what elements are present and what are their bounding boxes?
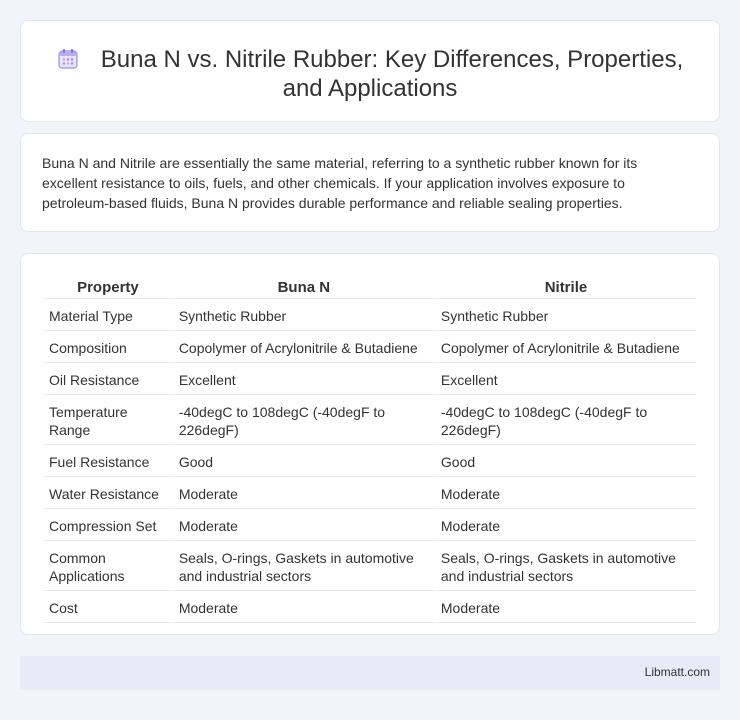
- header-property: Property: [44, 274, 172, 299]
- cell-property: Cost: [44, 591, 172, 623]
- header-buna-n: Buna N: [174, 274, 434, 299]
- cell-property: Material Type: [44, 299, 172, 331]
- cell-nitrile: Moderate: [436, 477, 696, 509]
- cell-buna-n: Copolymer of Acrylonitrile & Butadiene: [174, 331, 434, 363]
- cell-buna-n: Good: [174, 445, 434, 477]
- page-title: Buna N vs. Nitrile Rubber: Key Differences, Properties, and Applications: [100, 46, 684, 102]
- cell-buna-n: Moderate: [174, 509, 434, 541]
- cell-nitrile: Moderate: [436, 591, 696, 623]
- cell-nitrile: Synthetic Rubber: [436, 299, 696, 331]
- cell-nitrile: Moderate: [436, 509, 696, 541]
- cell-property: Temperature Range: [44, 395, 172, 445]
- table-row: [44, 331, 696, 363]
- intro-paragraph: Buna N and Nitrile are essentially the same material, referring to a synthetic rubber known for its excellent resistance to oils, fuels, and other chemicals. If your application involves exposure to petroleum-based fluids, Buna N provides durable performance and reliable sealing properties.: [42, 155, 638, 211]
- page-title-wrap: [21, 45, 719, 103]
- table-row: [44, 591, 696, 623]
- cell-property: Fuel Resistance: [44, 445, 172, 477]
- table-row: [44, 299, 696, 331]
- cell-nitrile: Excellent: [436, 363, 696, 395]
- cell-buna-n: -40degC to 108degC (-40degF to 226degF): [174, 395, 434, 445]
- cell-buna-n: Synthetic Rubber: [174, 299, 434, 331]
- cell-buna-n: Seals, O-rings, Gaskets in automotive and industrial sectors: [174, 541, 434, 591]
- title-card: [20, 20, 720, 122]
- calendar-icon: [57, 48, 79, 70]
- table-row: [44, 395, 696, 445]
- intro-card: [20, 133, 720, 232]
- footer-bar: [20, 656, 720, 690]
- cell-property: Oil Resistance: [44, 363, 172, 395]
- header-nitrile: Nitrile: [436, 274, 696, 299]
- footer-site-link[interactable]: Libmatt.com: [644, 665, 710, 679]
- table-header-row: [44, 274, 696, 299]
- cell-nitrile: Seals, O-rings, Gaskets in automotive and industrial sectors: [436, 541, 696, 591]
- cell-property: Composition: [44, 331, 172, 363]
- cell-property: Compression Set: [44, 509, 172, 541]
- table-row: [44, 509, 696, 541]
- cell-buna-n: Moderate: [174, 477, 434, 509]
- cell-buna-n: Moderate: [174, 591, 434, 623]
- cell-property: Common Applications: [44, 541, 172, 591]
- cell-property: Water Resistance: [44, 477, 172, 509]
- table-row: [44, 477, 696, 509]
- cell-buna-n: Excellent: [174, 363, 434, 395]
- cell-nitrile: -40degC to 108degC (-40degF to 226degF): [436, 395, 696, 445]
- cell-nitrile: Good: [436, 445, 696, 477]
- comparison-table-card: [20, 253, 720, 635]
- comparison-table: [42, 274, 698, 623]
- cell-nitrile: Copolymer of Acrylonitrile & Butadiene: [436, 331, 696, 363]
- table-row: [44, 363, 696, 395]
- table-row: [44, 541, 696, 591]
- table-row: [44, 445, 696, 477]
